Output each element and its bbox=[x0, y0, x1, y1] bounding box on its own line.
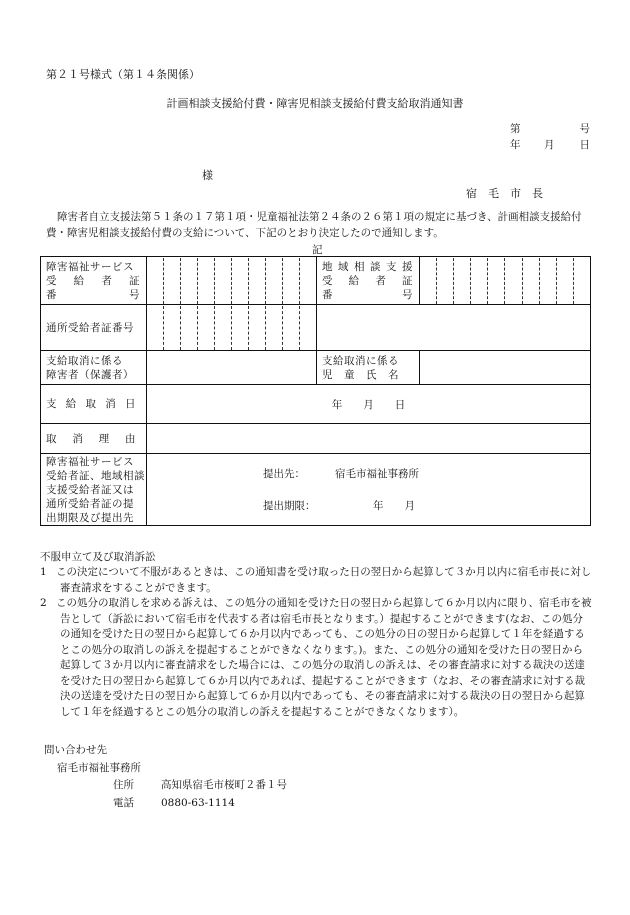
sender-char: 長 bbox=[532, 187, 543, 200]
child-name-field[interactable] bbox=[420, 351, 591, 385]
day-service-certificate-field[interactable] bbox=[147, 305, 317, 351]
date-day: 日 bbox=[579, 139, 590, 151]
table-row bbox=[41, 351, 591, 385]
cancel-date-label: 支 給 取 消 日 bbox=[41, 385, 147, 424]
cancel-reason-label: 取 消 理 由 bbox=[41, 424, 147, 454]
date-month: 月 bbox=[544, 139, 555, 151]
submission-info-cell bbox=[147, 454, 591, 526]
contact-address: 住所 高知県宿毛市桜町２番１号 bbox=[113, 779, 287, 791]
document-title: 計画相談支援給付費・障害児相談支援給付費支給取消通知書 bbox=[166, 97, 464, 110]
intro-paragraph: 障害者自立支援法第５１条の１７第１項・児童福祉法第２４条の２６第１項の規定に基づき、計画相談支援給付費・障害児相談支援給付費の支給について、下記のとおり決定したので通知します。 bbox=[46, 211, 582, 239]
child-name-label: 支給取消に係る 児 童 氏 名 bbox=[317, 351, 420, 385]
day-service-certificate-label: 通所受給者証番号 bbox=[41, 305, 147, 351]
sender-char: 毛 bbox=[488, 187, 499, 200]
sender-char: 宿 bbox=[466, 187, 477, 200]
appeal-section-title: 不服申立て及び取消訴訟 bbox=[40, 551, 156, 563]
number-prefix: 第 bbox=[510, 123, 521, 135]
table-row bbox=[41, 305, 591, 351]
regional-certificate-number-field[interactable] bbox=[420, 257, 591, 305]
table-row bbox=[41, 454, 591, 526]
submission-deadline-key: 提出期限： bbox=[263, 499, 316, 512]
notice-table bbox=[40, 256, 591, 526]
appeal-clause-2: 2 この処分の取消しを求める訴えは、この処分の通知を受けた日の翌日から起算して６か月以内に限り、宿毛市を被告として（訴訟において宿毛市を代表する者は宿毛市長となります。）提起することができます(なお、この処分の通知を受けた日の翌日から起算して６か月以内であっても、この処分の日の翌日から起算して１年を経過するとこの処分の取消しの訴えを提起することができなくなります。)。また、この処分の通知を受けた日の翌日から起算して３か月以内に審査請求をした場合には、この処分の取消しの訴えは、その審査請求に対する裁決の送達を受けた日の翌日から起算して６か月以内であれば、提起することができます（なお、その審査請求に対する裁決の送達を受けた日の翌日から起算して６か月以内であっても、その審査請求に対する裁決の日の翌日から起算して１年を経過するとこの処分の取消しの訴えを提起することができなくなります）。 bbox=[40, 597, 592, 718]
submission-deadline-label: 障害福祉サービス 受給者証、地域相談 支援受給者証又は 通所受給者証の提 出期限及び提出先 bbox=[41, 454, 147, 526]
ki-heading: 記 bbox=[312, 244, 323, 256]
blank-cell bbox=[317, 305, 591, 351]
submission-destination-value: 宿毛市福祉事務所 bbox=[335, 467, 419, 480]
disabled-person-field[interactable] bbox=[147, 351, 317, 385]
table-row bbox=[41, 257, 591, 305]
addressee-suffix: 様 bbox=[202, 169, 213, 182]
cancel-date-field[interactable]: 年 月 日 bbox=[147, 385, 591, 424]
service-certificate-number-field[interactable] bbox=[147, 257, 317, 305]
form-number: 第２１号様式（第１４条関係） bbox=[46, 68, 200, 81]
contact-title: 問い合わせ先 bbox=[44, 744, 107, 756]
date-year: 年 bbox=[510, 139, 521, 151]
regional-certificate-number-label: 地 域 相 談 支 援 受 給 者 証 番 号 bbox=[317, 257, 420, 305]
appeal-clause-1: 1 この決定について不服があるときは、この通知書を受け取った日の翌日から起算して３か月以内に宿毛市長に対し審査請求をすることができます。 bbox=[40, 566, 592, 594]
service-certificate-number-label: 障害福祉サービス 受 給 者 証 番 号 bbox=[41, 257, 147, 305]
sender-title bbox=[466, 185, 554, 201]
contact-office: 宿毛市福祉事務所 bbox=[57, 762, 141, 774]
submission-destination-key: 提出先： bbox=[263, 467, 305, 480]
contact-phone: 電話 0880-63-1114 bbox=[113, 797, 235, 809]
table-row bbox=[41, 385, 591, 424]
sender-char: 市 bbox=[510, 187, 521, 200]
cancel-reason-field[interactable] bbox=[147, 424, 591, 454]
submission-deadline-value: 年 月 bbox=[373, 499, 415, 512]
table-row bbox=[41, 424, 591, 454]
disabled-person-label: 支給取消に係る 障害者（保護者） bbox=[41, 351, 147, 385]
number-suffix: 号 bbox=[579, 123, 590, 135]
